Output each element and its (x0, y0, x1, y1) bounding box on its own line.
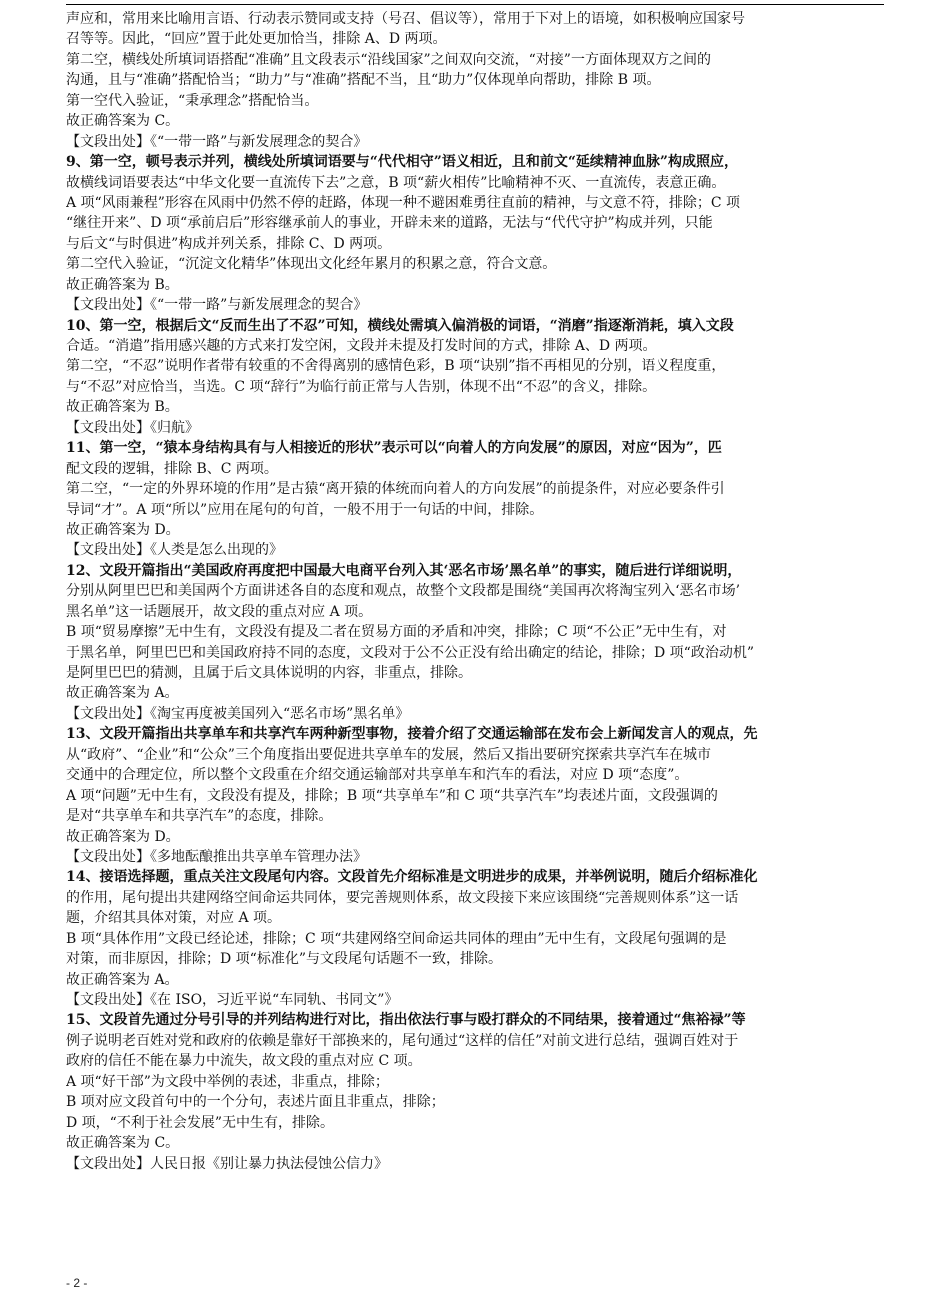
text-line: 【文段出处】《在 ISO，习近平说“车同轨、书同文”》 (66, 992, 399, 1008)
text-line: 于黑名单，阿里巴巴和美国政府持不同的态度，文段对于公不公正没有给出确定的结论，排除；D 项“政治动机” (66, 644, 754, 661)
text-line: A 项“风雨兼程”形容在风雨中仍然不停的赶路，体现一种不避困难勇往直前的精神，与文意不符，排除；C 项 (66, 194, 741, 211)
text-line: 故正确答案为 D。 (66, 828, 180, 845)
text-line: 【文段出处】《多地酝酿推出共享单车管理办法》 (66, 848, 367, 865)
text-line: 沟通，且与“准确”搭配恰当；“助力”与“准确”搭配不当，且“助力”仅体现单向帮助，排除 B 项。 (66, 72, 661, 89)
text-line: 12、文段开篇指出“美国政府再度把中国最大电商平台列入其‘恶名市场’黑名单”的事实，随后进行详细说明， (66, 562, 742, 579)
text-line: 【文段出处】《归航》 (66, 419, 199, 436)
text-line: 故正确答案为 A。 (66, 971, 179, 988)
text-line: 从“政府”、“企业”和“公众”三个角度指出要促进共享单车的发展，然后又指出要研究探索共享汽车在城市 (66, 746, 711, 763)
page-number: - 2 - (66, 1276, 88, 1290)
text-line: 是对“共享单车和共享汽车”的态度，排除。 (66, 808, 333, 825)
text-line: 声应和，常用来比喻用言语、行动表示赞同或支持（号召、倡议等），常用于下对上的语境，如积极响应国家号 (66, 11, 745, 27)
text-line: 9、第一空，顿号表示并列，横线处所填词语要与“代代相守”语义相近，且和前文“延续精神血脉”构成照应， (66, 154, 738, 171)
text-line: D 项，“不利于社会发展”无中生有，排除。 (66, 1114, 334, 1131)
text-line: 政府的信任不能在暴力中流失，故文段的重点对应 C 项。 (66, 1053, 422, 1070)
text-line: 第二空代入验证，“沉淀文化精华”体现出文化经年累月的积累之意，符合文意。 (66, 256, 557, 273)
text-line: 11、第一空，“猿本身结构具有与人相接近的形状”表示可以“向着人的方向发展”的原因，对应“因为”，匹 (66, 440, 722, 457)
text-line: 【文段出处】《人类是怎么出现的》 (66, 542, 283, 559)
text-line: A 项“好干部”为文段中举例的表述，非重点，排除； (66, 1073, 389, 1090)
text-line: 故正确答案为 C。 (66, 1135, 180, 1152)
text-line: 对策，而非原因，排除；D 项“标准化”与文段尾句话题不一致，排除。 (66, 951, 502, 968)
text-line: 黑名单”这一话题展开，故文段的重点对应 A 项。 (66, 603, 373, 620)
text-line: 13、文段开篇指出共享单车和共享汽车两种新型事物，接着介绍了交通运输部在发布会上新闻发言人的观点，先 (66, 726, 758, 743)
text-line: 14、接语选择题，重点关注文段尾句内容。文段首先介绍标准是文明进步的成果，并举例说明，随后介绍标准化 (66, 869, 758, 886)
text-line: 分别从阿里巴巴和美国两个方面讲述各自的态度和观点，故整个文段都是围绕“美国再次将淘宝列入‘恶名市场’ (66, 583, 741, 600)
text-line: 第二空，横线处所填词语搭配“准确”且文段表示“沿线国家”之间双向交流，“对接”一方面体现双方之间的 (66, 51, 711, 68)
text-line: 合适。“消遣”指用感兴趣的方式来打发空闲，文段并未提及打发时间的方式，排除 A、D 两项。 (66, 338, 657, 354)
text-line: 【文段出处】《“一带一路”与新发展理念的契合》 (66, 133, 368, 150)
text-line: 【文段出处】《淘宝再度被美国列入“恶名市场”黑名单》 (66, 705, 410, 722)
document-body (66, 9, 884, 1174)
text-line: 交通中的合理定位，所以整个文段重在介绍交通运输部对共享单车和汽车的看法，对应 D 项“态度”。 (66, 767, 689, 784)
header-rule (66, 4, 884, 5)
text-line: 的作用，尾句提出共建网络空间命运共同体，要完善规则体系，故文段接下来应该围绕“完善规则体系”这一话 (66, 889, 739, 906)
text-line: 与后文“与时俱进”构成并列关系，排除 C、D 两项。 (66, 235, 392, 252)
text-line: 是阿里巴巴的猜测，且属于后文具体说明的内容，非重点，排除。 (66, 665, 472, 681)
text-line: 导词“才”。A 项“所以”应用在尾句的句首，一般不用于一句话的中间，排除。 (66, 501, 544, 518)
text-line: 故横线词语要表达“中华文化要一直流传下去”之意，B 项“薪火相传”比喻精神不灭、一直流传，表意正确。 (66, 174, 726, 191)
text-line: 例子说明老百姓对党和政府的依赖是靠好干部换来的，尾句通过“这样的信任”对前文进行总结，强调百姓对于 (66, 1032, 739, 1049)
text-line: 故正确答案为 B。 (66, 276, 179, 293)
text-line: 题，介绍其具体对策，对应 A 项。 (66, 910, 282, 927)
text-line: 故正确答案为 A。 (66, 685, 179, 702)
text-line: 第二空，“不忍”说明作者带有较重的不舍得离别的感情色彩，B 项“诀别”指不再相见的分别，语义程度重， (66, 358, 726, 375)
text-line: B 项“具体作用”文段已经论述，排除；C 项“共建网络空间命运共同体的理由”无中生有，文段尾句强调的是 (66, 930, 727, 947)
text-line: 召等等。因此，“回应”置于此处更加恰当，排除 A、D 两项。 (66, 31, 447, 48)
text-line: 与“不忍”对应恰当，当选。C 项“辞行”为临行前正常与人告别，体现不出“不忍”的含义，排除。 (66, 378, 657, 395)
text-line: 故正确答案为 B。 (66, 399, 179, 416)
text-line: B 项对应文段首句中的一个分句，表述片面且非重点，排除； (66, 1094, 445, 1111)
text-line: 故正确答案为 C。 (66, 113, 180, 130)
text-line: “继往开来”、D 项“承前启后”形容继承前人的事业，开辟未来的道路，无法与“代代守护”构成并列，只能 (66, 215, 713, 232)
text-line: 配文段的逻辑，排除 B、C 两项。 (66, 460, 278, 477)
text-line: 第二空，“一定的外界环境的作用”是古猿“离开猿的体统而向着人的方向发展”的前提条件，对应必要条件引 (66, 481, 725, 498)
text-line: 故正确答案为 D。 (66, 521, 180, 538)
text-line: 15、文段首先通过分号引导的并列结构进行对比，指出依法行事与殴打群众的不同结果，接着通过“焦裕禄”等 (66, 1012, 746, 1029)
text-line: A 项“问题”无中生有，文段没有提及，排除；B 项“共享单车”和 C 项“共享汽车”均表述片面，文段强调的 (66, 787, 718, 804)
text-line: 【文段出处】人民日报《别让暴力执法侵蚀公信力》 (66, 1155, 388, 1172)
text-line: B 项“贸易摩擦”无中生有，文段没有提及二者在贸易方面的矛盾和冲突，排除；C 项“不公正”无中生有，对 (66, 624, 727, 641)
text-line: 第一空代入验证，“秉承理念”搭配恰当。 (66, 92, 319, 109)
text-line: 【文段出处】《“一带一路”与新发展理念的契合》 (66, 297, 368, 314)
text-line: 10、第一空，根据后文“反而生出了不忍”可知，横线处需填入偏消极的词语，“消磨”指逐渐消耗，填入文段 (66, 317, 734, 334)
